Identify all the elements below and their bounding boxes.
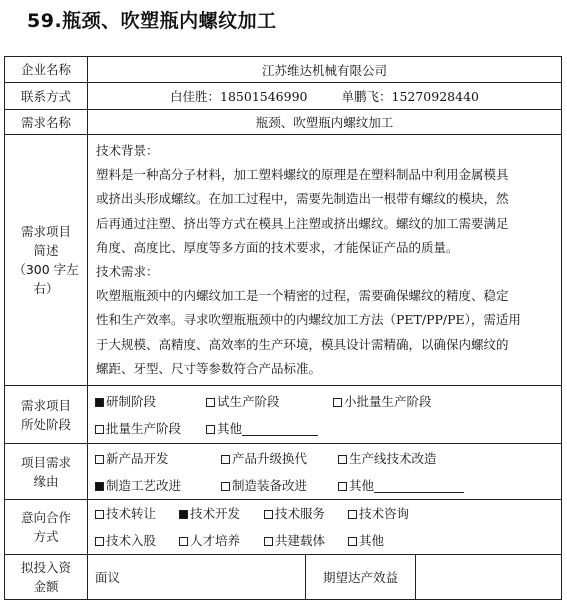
cooperation-options — [88, 500, 562, 555]
description-text — [88, 135, 562, 386]
option-label: 共建载体 — [275, 533, 326, 549]
checkbox-icon[interactable] — [95, 455, 104, 464]
checkbox-checked-icon[interactable] — [95, 482, 104, 491]
stage-row — [5, 386, 562, 444]
checkbox-icon[interactable] — [206, 398, 215, 407]
company-row — [5, 57, 562, 83]
checkbox-icon[interactable] — [95, 537, 104, 546]
option-label: 技术入股 — [106, 533, 157, 549]
investment-label — [5, 555, 88, 600]
company-value: 江苏维达机械有限公司 — [88, 57, 562, 83]
stage-option-other[interactable] — [206, 415, 318, 442]
option-label: 其他 — [217, 420, 243, 436]
demand-name-value: 瓶颈、吹塑瓶内螺纹加工 — [88, 110, 562, 135]
investment-label-line: 拟投入资 — [20, 560, 71, 576]
option-label: 制造工艺改进 — [106, 477, 182, 493]
cooperation-label — [5, 500, 88, 555]
description-line: 后再通过注塑、挤出等方式在模具上注塑或挤出螺纹。螺纹的加工需要满足 — [96, 215, 509, 231]
investment-value: 面议 — [88, 555, 306, 600]
origin-option-line-upgrade[interactable] — [338, 445, 437, 472]
stage-option-trial[interactable] — [206, 388, 280, 415]
checkbox-icon[interactable] — [221, 455, 230, 464]
description-line: 性和生产效率。寻求吹塑瓶瓶颈中的内螺纹加工方法（PET/PP/PE），需适用 — [96, 312, 521, 328]
option-label: 批量生产阶段 — [106, 420, 182, 436]
checkbox-icon[interactable] — [338, 482, 347, 491]
coop-option-equity[interactable] — [95, 527, 156, 554]
option-label: 技术服务 — [275, 506, 326, 522]
option-label: 试生产阶段 — [217, 393, 280, 409]
checkbox-icon[interactable] — [348, 510, 357, 519]
expected-benefit-value[interactable] — [416, 555, 562, 600]
description-label — [5, 135, 88, 386]
description-line: 或挤出头形成螺纹。在加工过程中，需要先制造出一根带有螺纹的模块，然 — [96, 191, 509, 207]
checkbox-icon[interactable] — [95, 425, 104, 434]
option-label: 生产线技术改造 — [349, 450, 437, 466]
investment-label-line: 金额 — [33, 579, 59, 595]
stage-option-mass[interactable] — [95, 415, 181, 442]
option-label: 技术转让 — [106, 506, 157, 522]
stage-option-small-batch[interactable] — [333, 388, 432, 415]
coop-option-transfer[interactable] — [95, 500, 156, 527]
coop-option-talent[interactable] — [179, 527, 240, 554]
option-label: 人才培养 — [190, 533, 241, 549]
contact-person-1: 白佳胜：18501546990 — [170, 89, 308, 104]
origin-option-new-product[interactable] — [95, 445, 169, 472]
stage-label-line: 需求项目 — [20, 397, 71, 413]
option-label: 研制阶段 — [106, 393, 157, 409]
description-label-line: 简述 — [33, 243, 59, 259]
description-line: 技术需求： — [96, 264, 159, 280]
checkbox-icon[interactable] — [338, 455, 347, 464]
checkbox-icon[interactable] — [348, 537, 357, 546]
page-title: 59.瓶颈、吹塑瓶内螺纹加工 — [27, 10, 277, 32]
description-label-line: （300 字左 — [13, 262, 79, 278]
description-line: 技术背景： — [96, 143, 159, 158]
other-blank-line[interactable] — [242, 421, 318, 436]
cooperation-label-line: 方式 — [33, 529, 59, 545]
checkbox-icon[interactable] — [333, 398, 342, 407]
company-label: 企业名称 — [5, 57, 88, 83]
demand-form-table — [4, 56, 562, 600]
contact-label: 联系方式 — [5, 83, 88, 110]
coop-option-consulting[interactable] — [348, 500, 409, 527]
origin-row — [5, 444, 562, 500]
expected-benefit-label: 期望达产效益 — [306, 555, 416, 600]
origin-label-line: 项目需求 — [20, 454, 71, 470]
origin-option-other[interactable] — [338, 472, 464, 499]
option-label: 小批量生产阶段 — [344, 393, 432, 409]
other-blank-line[interactable] — [374, 478, 464, 493]
checkbox-checked-icon[interactable] — [179, 510, 188, 519]
contact-person-2: 单鹏飞：15270928440 — [341, 89, 479, 104]
cooperation-label-line: 意向合作 — [20, 510, 71, 526]
option-label: 新产品开发 — [106, 450, 169, 466]
coop-option-carrier[interactable] — [264, 527, 325, 554]
origin-label-line: 缘由 — [33, 473, 59, 489]
option-label: 技术咨询 — [359, 506, 410, 522]
stage-label — [5, 386, 88, 444]
option-label: 其他 — [349, 477, 375, 493]
description-line: 吹塑瓶瓶颈中的内螺纹加工是一个精密的过程，需要确保螺纹的精度、稳定 — [96, 288, 509, 304]
checkbox-icon[interactable] — [179, 537, 188, 546]
checkbox-icon[interactable] — [206, 425, 215, 434]
origin-options — [88, 444, 562, 500]
description-label-line: 右） — [33, 281, 59, 297]
checkbox-icon[interactable] — [95, 510, 104, 519]
stage-option-research[interactable] — [95, 388, 156, 415]
description-line: 塑料是一种高分子材料，加工塑料螺纹的原理是在塑料制品中利用金属模具 — [96, 167, 509, 183]
coop-option-service[interactable] — [264, 500, 325, 527]
origin-option-upgrade[interactable] — [221, 445, 307, 472]
description-line: 螺距、牙型、尺寸等参数符合产品标准。 — [96, 360, 322, 376]
demand-name-label: 需求名称 — [5, 110, 88, 135]
coop-option-development[interactable] — [179, 500, 240, 527]
contact-row — [5, 83, 562, 110]
origin-option-equipment[interactable] — [221, 472, 307, 499]
description-row — [5, 135, 562, 386]
checkbox-icon[interactable] — [221, 482, 230, 491]
stage-label-line: 所处阶段 — [20, 416, 71, 432]
checkbox-icon[interactable] — [264, 510, 273, 519]
option-label: 其他 — [359, 533, 385, 549]
checkbox-icon[interactable] — [264, 537, 273, 546]
checkbox-checked-icon[interactable] — [95, 398, 104, 407]
cooperation-row — [5, 500, 562, 555]
contact-value — [88, 83, 562, 110]
coop-option-other[interactable] — [348, 527, 384, 554]
description-label-line: 需求项目 — [20, 224, 71, 240]
option-label: 制造装备改进 — [232, 477, 308, 493]
description-line: 角度、高度比、厚度等多方面的技术要求，才能保证产品的质量。 — [96, 239, 459, 255]
stage-options — [88, 386, 562, 444]
option-label: 技术开发 — [190, 506, 241, 522]
description-line: 于大规模、高精度、高效率的生产环境，模具设计需精确，以确保内螺纹的 — [96, 336, 509, 352]
origin-label — [5, 444, 88, 500]
demand-name-row — [5, 110, 562, 135]
origin-option-process[interactable] — [95, 472, 181, 499]
investment-row — [5, 555, 562, 600]
option-label: 产品升级换代 — [232, 450, 308, 466]
